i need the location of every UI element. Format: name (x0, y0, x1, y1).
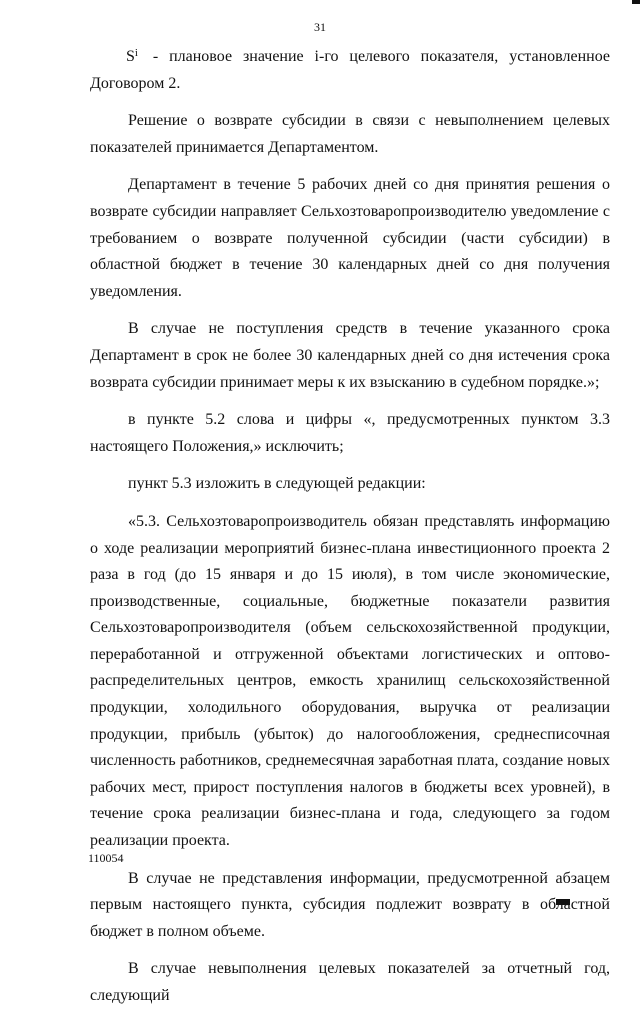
formula-subscript: i (134, 47, 138, 59)
paragraph: В случае невыполнения целевых показателей за отчетный год, следующий (90, 960, 610, 1004)
paragraph: Департамент в течение 5 рабочих дней со дня принятия решения о возврате субсидии направляет Сельхозтоваропроизводителю уведомление с требованием о возврате полученной субсидии (части субсидии) в областной бюджет в течение 30 календарных дней со дня получения уведомления. (90, 176, 610, 300)
paragraph-text: - плановое значение i-го целевого показателя, установленное Договором 2. (90, 48, 610, 92)
paragraph: пункт 5.3 изложить в следующей редакции: (128, 475, 426, 493)
paragraph: Решение о возврате субсидии в связи с невыполнением целевых показателей принимается Департаментом. (90, 112, 610, 156)
paragraph: в пункте 5.2 слова и цифры «, предусмотренных пунктом 3.3 настоящего Положения,» исключить; (90, 411, 610, 455)
page-number: 31 (314, 20, 326, 34)
paragraph: «5.3. Сельхозтоваропроизводитель обязан представлять информацию о ходе реализации мероприятий бизнес-плана инвестиционного проекта 2 раза в год (до 15 января и до 15 июля), в том числе экономические, производственные, социальные, бюджетные показатели развития Сельхозтоваропроизводителя (объем сельскохозяйственной продукции, переработанной и отгруженной объектами логистических и оптово-распределительных центров, емкость хранилищ сельскохозяйственной продукции, холодильного оборудования, выручка от реализации продукции, прибыль (убыток) до налогообложения, среднесписочная численность работников, среднемесячная заработная плата, создание новых рабочих мест, прирост поступления налогов в бюджеты всех уровней), в течение срока реализации бизнес-плана и года, следующего за годом реализации проекта. (90, 512, 610, 850)
document-body (90, 40, 610, 1021)
paragraph: В случае не представления информации, предусмотренной абзацем первым настоящего пункта, субсидия подлежит возврату в областной бюджет в полном объеме. (90, 869, 610, 940)
scan-corner-mark-top (632, 0, 640, 4)
paragraph: В случае не поступления средств в течение указанного срока Департамент в срок не более 30 календарных дней со дня истечения срока возврата субсидии принимает меры к их взысканию в судебном порядке.»; (90, 320, 610, 391)
paragraph-formula-definition (90, 40, 610, 97)
document-footer-code: 110054 (88, 851, 124, 865)
formula-symbol: S (126, 48, 135, 65)
